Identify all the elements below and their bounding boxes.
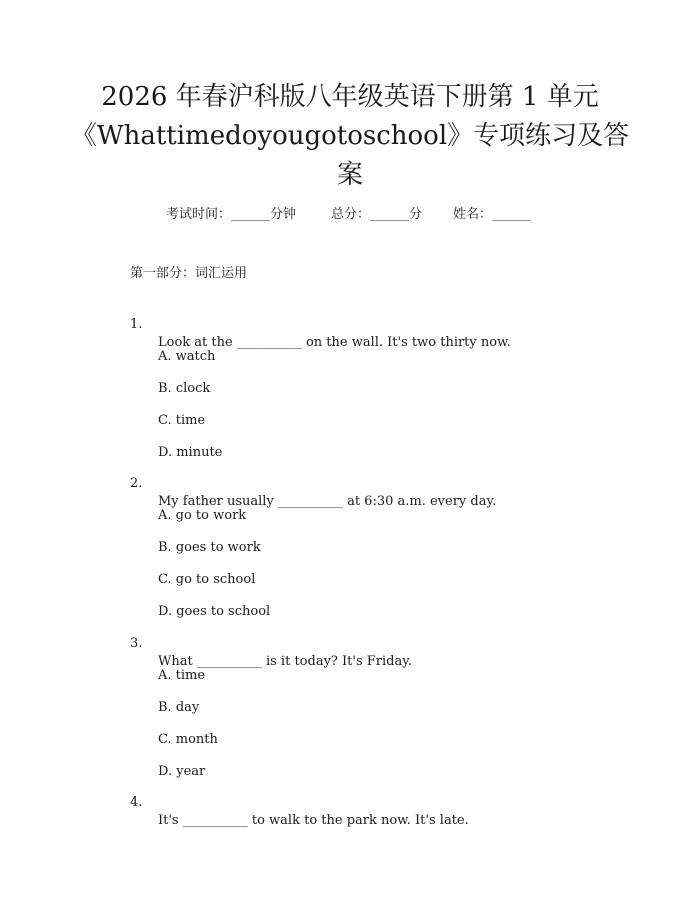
question-number: 3.	[130, 636, 143, 651]
option-label: D. minute	[158, 445, 223, 460]
option-label: B. goes to work	[158, 540, 261, 555]
total-score-field: 总分：______分	[331, 207, 423, 222]
option-label: B. day	[158, 700, 200, 715]
section-title: 第一部分：词汇运用	[130, 266, 248, 281]
option-label: B. clock	[158, 381, 211, 396]
option-label: C. month	[158, 732, 218, 747]
option-label: A. watch	[158, 349, 216, 364]
question-text: It's __________ to walk to the park now. It's late.	[158, 813, 469, 828]
document-title	[60, 78, 640, 195]
question-text: My father usually __________ at 6:30 a.m. every day.	[158, 494, 497, 509]
option-label: C. go to school	[158, 572, 256, 587]
option-label: D. goes to school	[158, 604, 271, 619]
option-label: D. year	[158, 764, 206, 779]
title-line-3: 案	[336, 160, 363, 190]
title-line-1: 2026 年春沪科版八年级英语下册第 1 单元	[101, 82, 599, 112]
title-line-2: 《Whattimedoyougotoschool》专项练习及答	[70, 121, 630, 151]
option-label: A. time	[158, 668, 206, 683]
question-number: 4.	[130, 795, 143, 810]
question-text: What __________ is it today? It's Friday.	[158, 654, 412, 669]
question-text: Look at the __________ on the wall. It's two thirty now.	[158, 335, 511, 350]
question-4	[0, 776, 469, 848]
option-label: A. go to work	[158, 508, 247, 523]
question-number: 1.	[130, 317, 143, 332]
option-label: C. time	[158, 413, 206, 428]
student-name-field: 姓名：______	[453, 207, 532, 222]
exam-time-field: 考试时间：______分钟	[166, 207, 297, 222]
question-number: 2.	[130, 476, 143, 491]
